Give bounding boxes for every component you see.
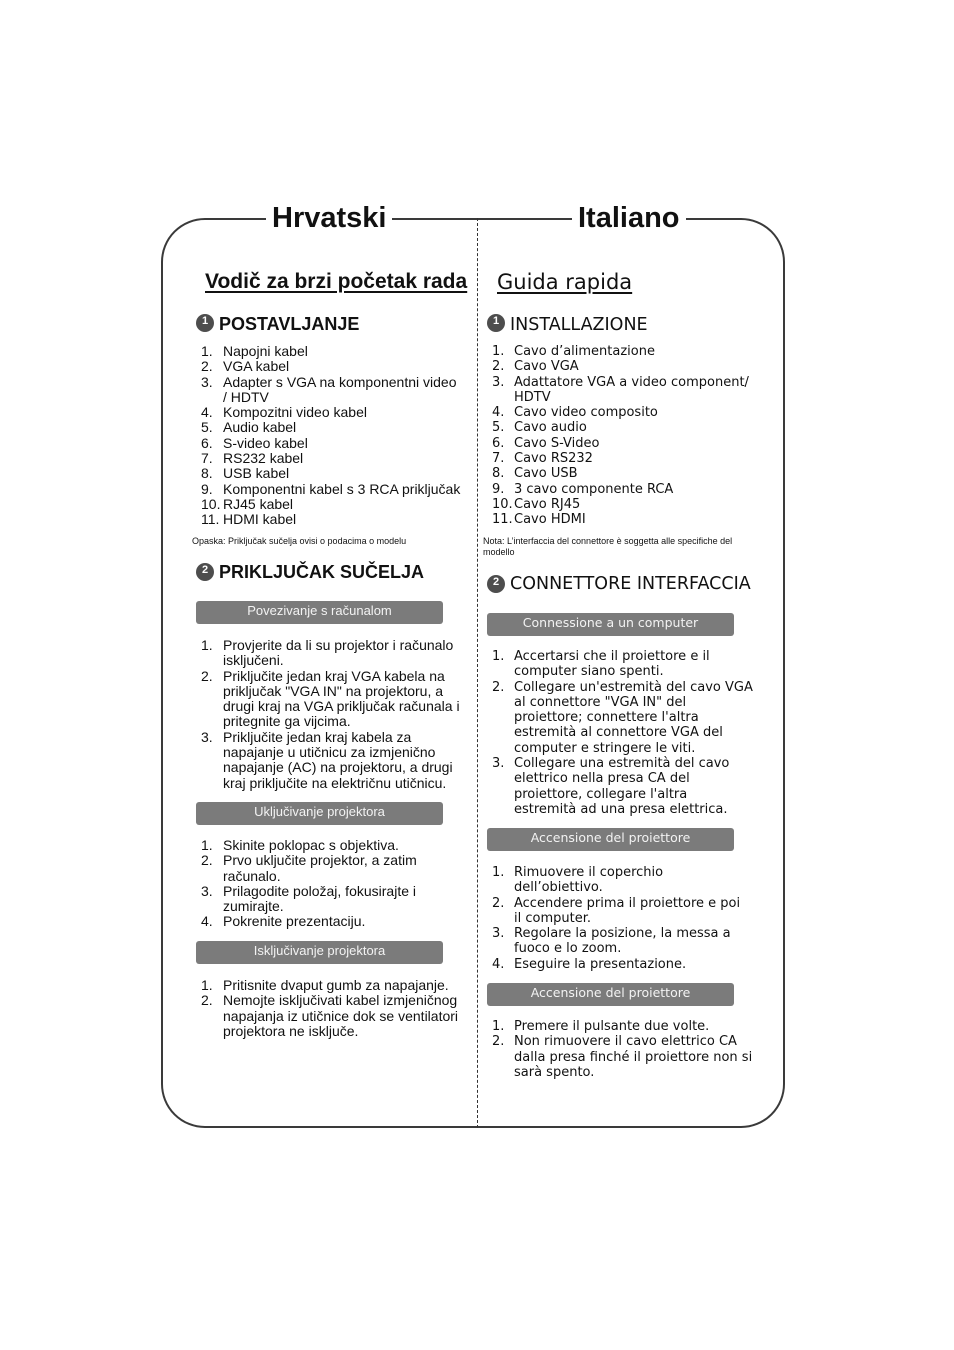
item-number: 10.: [492, 496, 513, 512]
list-item: [492, 649, 753, 680]
item-text: Regolare la posizione, la messa a fuoco e lo zoom.: [514, 926, 731, 957]
item-number: 3.: [492, 926, 505, 942]
item-text: Adapter s VGA na komponentni video / HDTV: [223, 373, 457, 405]
item-number: 2.: [201, 992, 213, 1009]
item-text: Skinite poklopac s objektiva.: [223, 837, 399, 853]
item-text: S-video kabel: [223, 434, 308, 451]
list-item: [201, 482, 460, 497]
language-title-italian: Italiano: [572, 200, 686, 236]
item-number: 4.: [201, 404, 213, 421]
list-item: [492, 451, 749, 466]
item-number: 4.: [492, 405, 505, 421]
item-number: 7.: [201, 450, 213, 467]
list-item: [201, 451, 460, 466]
step-badge: 2: [196, 563, 214, 581]
item-number: 1.: [492, 649, 505, 664]
item-number: 1.: [201, 977, 213, 993]
package-contents-list: [492, 344, 749, 528]
list-item: [201, 420, 460, 435]
item-text: Priključite jedan kraj kabela za napajanje u utičnicu za izmjenično napajanje (AC) na projektoru, a drugi kraj priključite na električnu utičnicu.: [223, 728, 453, 791]
interface-note: Opaska: Priključak sučelja ovisi o podacima o modelu: [192, 536, 407, 546]
item-text: Prilagodite položaj, fokusirajte i zumirajte.: [223, 882, 416, 915]
item-number: 1.: [201, 837, 213, 853]
item-number: 2.: [492, 359, 505, 375]
list-item: [492, 405, 749, 420]
item-number: 2.: [492, 895, 505, 911]
item-number: 6.: [492, 435, 505, 451]
item-number: 10.: [201, 495, 221, 512]
item-number: 4.: [201, 913, 213, 930]
item-text: HDMI kabel: [223, 511, 297, 528]
item-number: 5.: [201, 419, 213, 436]
list-item: [492, 420, 749, 435]
item-text: Nemojte isključivati kabel izmjeničnog napajanja iz utičnice dok se ventilatori projektora ne isključe.: [223, 992, 459, 1039]
item-text: Adattatore VGA a video component/ HDTV: [514, 374, 749, 405]
subsection-bar: Connessione a un computer: [487, 613, 734, 636]
steps-list: [201, 838, 417, 930]
list-item: [201, 884, 417, 915]
list-item: [492, 482, 749, 497]
item-text: Prvo uključite projektor, a zatim računalo.: [223, 852, 417, 884]
steps-list: [201, 978, 458, 1039]
item-number: 2.: [492, 679, 505, 695]
item-text: Cavo audio: [514, 420, 587, 436]
item-text: Pritisnite dvaput gumb za napajanje.: [223, 977, 449, 993]
item-text: Provjerite da li su projektor i računalo isključeni.: [223, 637, 454, 669]
item-number: 11.: [201, 511, 220, 528]
item-text: Accertarsi che il proiettore e il computer siano spenti.: [514, 649, 710, 680]
list-item: [492, 926, 740, 957]
item-number: 9.: [201, 480, 213, 497]
list-item: [201, 512, 460, 527]
item-text: Rimuovere il coperchio dell’obiettivo.: [514, 865, 664, 896]
item-number: 6.: [201, 434, 213, 451]
list-item: [492, 359, 749, 374]
list-item: [201, 638, 460, 669]
step-badge: 2: [487, 575, 505, 593]
list-item: [492, 466, 749, 481]
item-number: 8.: [201, 465, 213, 482]
step-badge: 1: [487, 314, 505, 332]
item-text: Cavo d’alimentazione: [514, 344, 655, 359]
list-item: [492, 497, 749, 512]
item-number: 1.: [201, 343, 213, 359]
item-number: 9.: [492, 481, 505, 497]
item-text: Cavo VGA: [514, 359, 579, 375]
item-text: Accendere prima il proiettore e poi il computer.: [514, 895, 741, 926]
subsection-bar: Accensione del proiettore: [487, 828, 734, 851]
list-item: [492, 756, 753, 817]
package-contents-list: [201, 344, 460, 528]
list-item: [201, 359, 460, 374]
list-item: [201, 993, 458, 1039]
item-text: Cavo RJ45: [514, 496, 581, 512]
item-text: 3 cavo componente RCA: [514, 481, 674, 497]
list-item: [492, 512, 749, 527]
item-number: 3.: [201, 882, 213, 899]
item-text: RS232 kabel: [223, 450, 304, 467]
item-text: Audio kabel: [223, 419, 297, 436]
list-item: [201, 375, 460, 406]
item-number: 1.: [492, 865, 505, 880]
steps-list: [492, 1019, 752, 1080]
list-item: [201, 497, 460, 512]
quick-start-heading-italian: Guida rapida: [497, 270, 633, 294]
list-item: [492, 1019, 752, 1034]
item-text: Cavo USB: [514, 466, 578, 482]
language-title-croatian: Hrvatski: [266, 200, 392, 236]
item-number: 2.: [201, 852, 213, 869]
item-text: Cavo RS232: [514, 451, 593, 467]
quick-start-heading-croatian: Vodič za brzi početak rada: [205, 270, 468, 293]
item-text: VGA kabel: [223, 358, 290, 375]
list-item: [492, 436, 749, 451]
item-text: Napojni kabel: [223, 343, 308, 359]
list-item: [201, 978, 458, 993]
item-text: Non rimuovere il cavo elettrico CA dalla presa finché il proiettore non si sarà spento.: [514, 1034, 753, 1080]
item-number: 2.: [492, 1034, 505, 1050]
subsection-bar: Povezivanje s računalom: [196, 601, 443, 624]
item-number: 3.: [492, 756, 505, 772]
section-title-interface: CONNETTORE INTERFACCIA: [510, 574, 751, 594]
item-text: Collegare un'estremità del cavo VGA al connettore "VGA IN" del proiettore; connettere l'altra estremità al connettore VGA del computer e stringere le viti.: [514, 679, 753, 756]
item-text: Priključite jedan kraj VGA kabela na priključak "VGA IN" na projektoru, a drugi kraj na VGA priključak računala i pritegnite ga vijcima.: [223, 667, 460, 730]
steps-list: [492, 649, 753, 817]
list-item: [492, 896, 740, 927]
item-text: Premere il pulsante due volte.: [514, 1019, 710, 1034]
list-item: [492, 375, 749, 406]
section-title-setup: POSTAVLJANJE: [219, 314, 360, 334]
steps-list: [492, 865, 740, 972]
list-item: [492, 957, 740, 972]
item-number: 5.: [492, 420, 505, 436]
item-text: Collegare una estremità del cavo elettrico nella presa CA del proiettore, collegare l'altra estremità ad una presa elettrica.: [514, 756, 730, 817]
list-item: [201, 466, 460, 481]
item-text: Cavo HDMI: [514, 512, 586, 528]
item-number: 1.: [201, 637, 213, 653]
item-number: 2.: [201, 358, 213, 375]
item-text: Kompozitni video kabel: [223, 404, 367, 421]
item-text: Eseguire la presentazione.: [514, 956, 687, 972]
item-text: Komponentni kabel s 3 RCA priključak: [223, 480, 461, 497]
interface-note: Nota: L’interfaccia del connettore è soggetta alle specifiche del modello: [483, 536, 733, 557]
list-item: [201, 436, 460, 451]
list-item: [201, 853, 417, 884]
step-badge: 1: [196, 314, 214, 332]
subsection-bar: Accensione del proiettore: [487, 983, 734, 1006]
list-item: [201, 914, 417, 929]
list-item: [201, 838, 417, 853]
item-number: 3.: [201, 728, 213, 745]
item-number: 1.: [492, 344, 505, 359]
item-number: 3.: [201, 373, 213, 390]
item-text: Pokrenite prezentaciju.: [223, 913, 366, 930]
item-number: 4.: [492, 956, 505, 972]
item-text: RJ45 kabel: [223, 495, 294, 512]
item-number: 8.: [492, 466, 505, 482]
section-title-interface: PRIKLJUČAK SUČELJA: [219, 562, 425, 582]
item-text: USB kabel: [223, 465, 290, 482]
list-item: [492, 344, 749, 359]
list-item: [201, 405, 460, 420]
section-title-setup: INSTALLAZIONE: [510, 315, 648, 335]
item-number: 2.: [201, 667, 213, 684]
item-number: 3.: [492, 374, 505, 390]
item-text: Cavo video composito: [514, 405, 658, 421]
list-item: [492, 865, 740, 896]
subsection-bar: Isključivanje projektora: [196, 941, 443, 964]
list-item: [201, 344, 460, 359]
subsection-bar: Uključivanje projektora: [196, 802, 443, 825]
list-item: [201, 730, 460, 791]
list-item: [492, 680, 753, 756]
list-item: [201, 669, 460, 730]
item-number: 1.: [492, 1019, 505, 1034]
item-number: 7.: [492, 451, 505, 467]
item-text: Cavo S-Video: [514, 435, 600, 451]
list-item: [492, 1034, 752, 1080]
column-divider: [477, 218, 478, 1128]
steps-list: [201, 638, 460, 791]
item-number: 11.: [492, 512, 513, 528]
